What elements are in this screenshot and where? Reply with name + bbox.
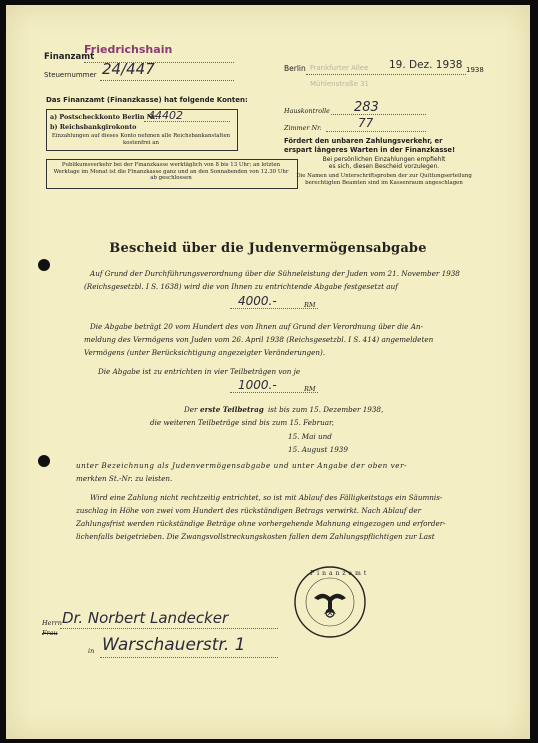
zimmer-line — [326, 131, 426, 132]
address-frau: Frau — [42, 629, 58, 637]
para4-line2: zuschlag in Höhe von zwei vom Hundert des rückständigen Betrags verwirkt. Nach Ablauf der — [76, 506, 422, 515]
para4-line4: lichenfalls beigetrieben. Die Zwangsvollstreckungskosten fallen dem Zahlungspflichtigen zur Last — [76, 532, 435, 541]
seal-text: Finanzamt — [310, 570, 370, 577]
steuernummer-label: Steuernummer — [44, 71, 97, 79]
year-printed: 1938 — [466, 66, 484, 74]
punch-hole-bottom — [38, 455, 50, 467]
address-street-line — [100, 657, 278, 658]
konten-note: Einzahlungen auf dieses Konto nehmen alle Reichsbankanstalten kostenfrei an — [51, 133, 231, 146]
konten-heading: Das Finanzamt (Finanzkasse) hat folgende Konten: — [46, 96, 248, 104]
date-first-label: erste Teilbetrag — [200, 405, 264, 414]
address-name-line — [60, 628, 278, 629]
steuernummer-value: 24/447 — [102, 60, 155, 78]
date-others: die weiteren Teilbeträge sind bis zum 15. Februar, — [150, 418, 334, 427]
zimmer-label: Zimmer Nr. — [284, 124, 322, 132]
address-name: Dr. Norbert Landecker — [62, 609, 229, 627]
officials-note: Die Namen und Unterschriftsproben der zur Quittungserteilung berechtigten Beamten sind im Kassenraum angeschlagen — [296, 173, 472, 186]
konten-item-a-value: 44402 — [148, 109, 183, 122]
installment-amount-line — [230, 392, 318, 393]
date-third: 15. August 1939 — [288, 445, 348, 454]
para1-line1: Auf Grund der Durchführungsverordnung über die Sühneleistung der Juden vom 21. November 1938 — [90, 269, 460, 278]
para2-line1: Die Abgabe beträgt 20 vom Hundert des von Ihnen auf Grund der Verordnung über die An- — [90, 322, 423, 331]
steuernummer-line — [100, 80, 234, 81]
address-street: Warschauerstr. 1 — [102, 635, 246, 655]
total-amount: 4000.- — [238, 294, 277, 308]
total-currency: RM — [304, 301, 316, 309]
installment-intro: Die Abgabe ist zu entrichten in vier Teilbeträgen von je — [98, 367, 301, 376]
finanzamt-label: Finanzamt — [44, 52, 95, 62]
konten-item-a-label: a) Postscheckkonto Berlin Nr. — [50, 113, 158, 121]
installment-currency: RM — [304, 385, 316, 393]
para2-line2: meldung des Vermögens von Juden vom 26. April 1938 (Reichsgesetzbl. I S. 414) angemeldeten — [84, 335, 434, 344]
para2-line3: Vermögens (unter Berücksichtigung angezeigter Veränderungen). — [84, 348, 326, 357]
address-herrn: Herrn — [42, 619, 62, 627]
installment-amount: 1000.- — [238, 378, 277, 392]
hours-note: Publikumsverkehr bei der Finanzkasse werktäglich von 8 bis 13 Uhr; an letzten Werktage im Monat ist die Finanzkasse ganz und an den Sonnabenden von 12.30 Uhr ab geschlossen — [53, 162, 289, 181]
date-first-prefix: Der — [184, 405, 198, 414]
city-line — [306, 74, 466, 75]
zimmer-value: 77 — [358, 116, 374, 130]
appeal-line-1: Fördert den unbaren Zahlungsverkehr, er — [284, 137, 443, 145]
para3-line2: merkten St.-Nr. zu leisten. — [76, 474, 173, 483]
para1-line2: (Reichsgesetzbl. I S. 1638) wird die von Ihnen zu entrichtende Abgabe festgesetzt auf — [84, 282, 398, 291]
document-page — [6, 5, 530, 739]
city-blurred-2: Mühlenstraße 31 — [310, 80, 370, 88]
date-stamp: 19. Dez. 1938 — [389, 59, 463, 71]
total-amount-line — [230, 308, 318, 309]
para3-line1: unter Bezeichnung als Judenvermögensabgabe und unter Angabe der oben ver- — [76, 461, 408, 470]
date-second: 15. Mai und — [288, 432, 332, 441]
appeal-line-2: erspart längeres Warten in der Finanzkasse! — [284, 146, 456, 154]
document-title: Bescheid über die Judenvermögensabgabe — [109, 241, 427, 256]
appeal-line-3: Bei persönlichen Einzahlungen empfiehlt — [322, 156, 446, 163]
hauskontrolle-line — [331, 114, 426, 115]
punch-hole-top — [38, 259, 50, 271]
city-prefix: Berlin — [284, 64, 306, 73]
para4-line3: Zahlungsfrist werden rückständige Beträge ohne vorhergehende Mahnung eingezogen und erforder- — [76, 519, 446, 528]
date-first-value: ist bis zum 15. Dezember 1938, — [268, 405, 384, 414]
address-in: in — [88, 647, 95, 655]
konten-item-a-line — [144, 121, 230, 122]
hauskontrolle-value: 283 — [354, 100, 379, 115]
city-blurred-1: Frankfurter Allee — [310, 64, 369, 72]
konten-item-b-label: b) Reichsbankgirokonto — [50, 123, 137, 131]
para4-line1: Wird eine Zahlung nicht rechtzeitig entrichtet, so ist mit Ablauf des Fälligkeitstags ein Säumnis- — [90, 493, 443, 502]
finanzamt-stamp: Friedrichshain — [84, 43, 173, 56]
appeal-line-4: es sich, diesen Bescheid vorzulegen. — [328, 163, 440, 170]
hauskontrolle-label: Hauskontrolle — [284, 107, 330, 115]
